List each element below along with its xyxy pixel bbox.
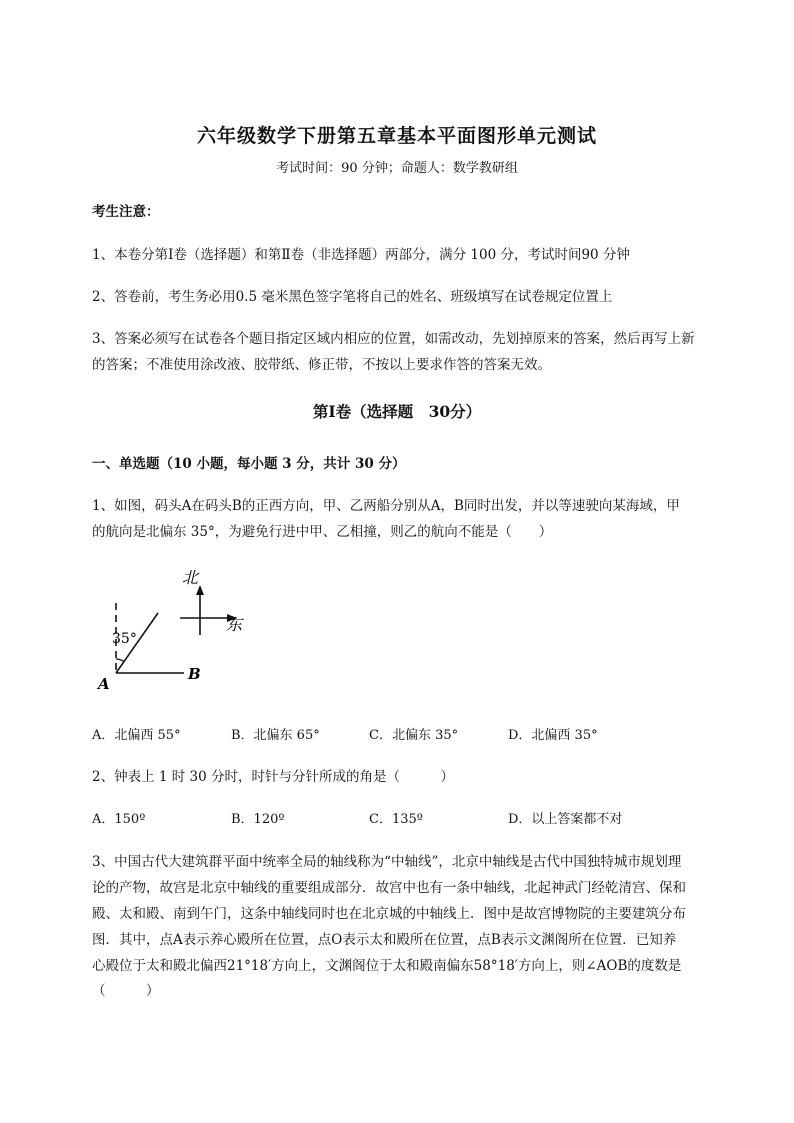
point-b-label: B	[188, 665, 201, 683]
q2-option-c: C．135º	[369, 812, 423, 827]
question-3-line: 殿、太和殿、南到午门，这条中轴线同时也在北京城的中轴线上．图中是故宫博物院的主要建筑分布	[92, 906, 686, 922]
q2-option-b: B．120º	[231, 812, 285, 827]
north-label: 北	[182, 568, 199, 587]
q1-option-d: D．北偏西 35°	[508, 728, 598, 743]
direction-diagram	[96, 563, 266, 698]
point-a-label: A	[98, 675, 110, 693]
exam-info: 考试时间：90 分钟；命题人：数学教研组	[276, 161, 518, 176]
question-1-line: 的航向是北偏东 35°，为避免行进中甲、乙相撞，则乙的航向不能是（ ）	[92, 524, 553, 540]
part-title: 一、单选题（10 小题，每小题 3 分，共计 30 分）	[92, 456, 406, 472]
section-title: 第Ⅰ卷（选择题 30分）	[312, 402, 482, 421]
page-title: 六年级数学下册第五章基本平面图形单元测试	[196, 125, 597, 147]
question-2: 2、钟表上 1 时 30 分时，时针与分针所成的角是（ ）	[92, 769, 455, 785]
question-3-line: （ ）	[92, 983, 160, 999]
question-3-line: 论的产物，故宫是北京中轴线的重要组成部分．故宫中也有一条中轴线，北起神武门经乾清宫、保和	[92, 880, 686, 896]
notice-item: 1、本卷分第Ⅰ卷（选择题）和第Ⅱ卷（非选择题）两部分，满分 100 分，考试时间90 分钟	[92, 247, 630, 263]
notice-item: 3、答案必须写在试卷各个题目指定区域内相应的位置，如需改动，先划掉原来的答案，然后再写上新	[92, 331, 695, 347]
question-1-line: 1、如图，码头A在码头B的正西方向，甲、乙两船分别从A，B同时出发，并以等速驶向某海域，甲	[92, 498, 680, 514]
east-label: 东	[226, 615, 243, 634]
q1-option-c: C．北偏东 35°	[369, 728, 459, 743]
q1-option-a: A．北偏西 55°	[92, 728, 181, 743]
q2-option-a: A．150º	[92, 812, 146, 827]
angle-label: 35°	[112, 631, 137, 647]
angle-arc	[116, 659, 124, 662]
question-3-line: 心殿位于太和殿北偏西21°18′方向上，文渊阁位于太和殿南偏东58°18′方向上，则∠AOB的度数是	[92, 958, 682, 974]
notice-item: 2、答卷前，考生务必用0.5 毫米黑色签字笔将自己的姓名、班级填写在试卷规定位置上	[92, 289, 613, 305]
question-3-line: 图．其中，点A表示养心殿所在位置，点O表示太和殿所在位置，点B表示文渊阁所在位置．已知养	[92, 932, 677, 948]
question-3-line: 3、中国古代大建筑群平面中统率全局的轴线称为“中轴线”，北京中轴线是古代中国独特城市规划理	[92, 854, 682, 870]
notice-item: 的答案；不准使用涂改液、胶带纸、修正带，不按以上要求作答的答案无效。	[92, 357, 551, 373]
q1-option-b: B．北偏东 65°	[231, 728, 320, 743]
q2-option-d: D．以上答案都不对	[508, 812, 623, 827]
notice-heading: 考生注意：	[92, 204, 160, 220]
